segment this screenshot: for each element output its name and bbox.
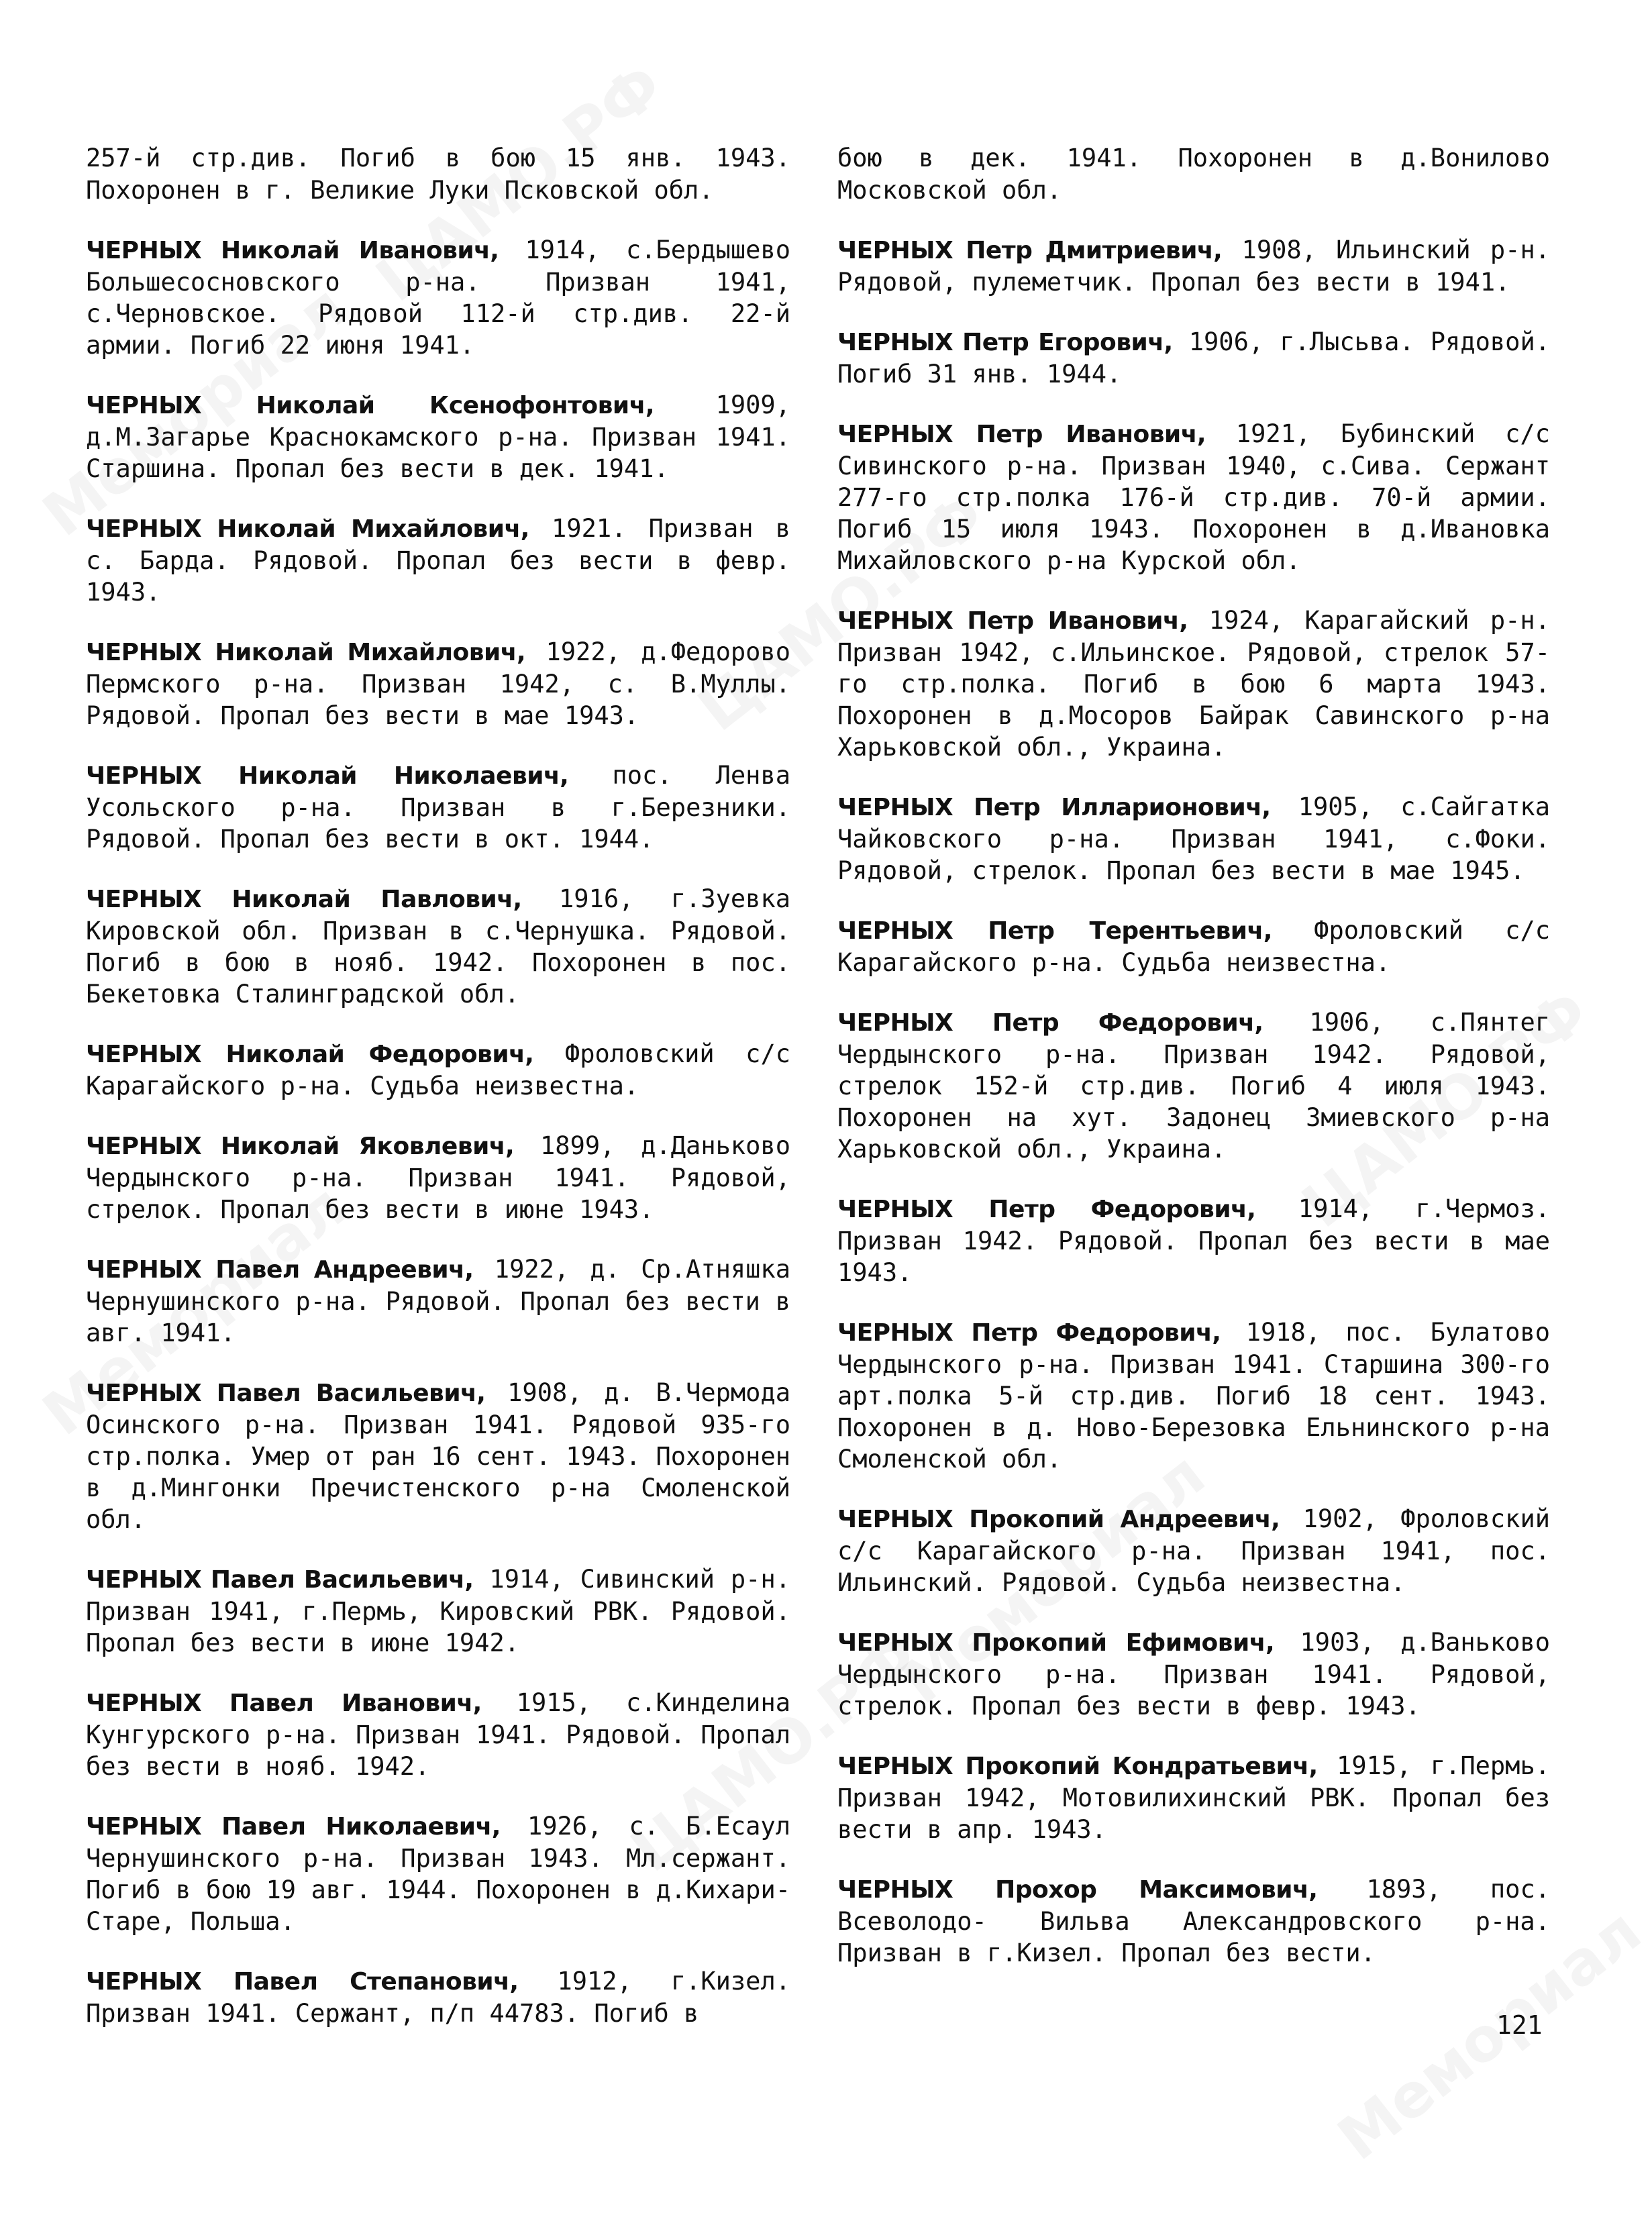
entry-text: 1903, д.Ваньково Чердынского р-на. Призван 1941. Рядовой, стрелок. Пропал без вести в февр. 1943. [837, 1628, 1550, 1720]
page-number: 121 [1496, 2010, 1543, 2040]
entry-text: 1906, с.Пянтег Чердынского р-на. Призван 1942. Рядовой, стрелок 152-й стр.див. Погиб 4 июля 1943. Похоронен на хут. Задонец Змиевского р-на Харьковской обл., Украина. [837, 1008, 1550, 1164]
entry-text: 1908, Ильинский р-н. Рядовой, пулеметчик. Пропал без вести в 1941. [837, 236, 1550, 297]
entry-name: ЧЕРНЫХ Петр Федорович, [837, 1196, 1256, 1223]
entry-name: ЧЕРНЫХ Прохор Максимович, [837, 1876, 1318, 1904]
entry [837, 234, 1550, 298]
entry [86, 234, 790, 361]
entry-name: ЧЕРНЫХ Николай Михайлович, [86, 639, 526, 666]
entry-text: 1906, г.Лысьва. Рядовой. Погиб 31 янв. 1944. [837, 327, 1550, 389]
entry-text: бою в дек. 1941. Похоронен в д.Вонилово Московской обл. [837, 144, 1550, 205]
entry-name: ЧЕРНЫХ Прокопий Андреевич, [837, 1506, 1280, 1533]
entry-text: 1916, г.Зуевка Кировской обл. Призван в с.Чернушка. Рядовой. Погиб в бою в нояб. 1942. Похоронен в пос. Бекетовка Сталинградской обл. [86, 884, 790, 1009]
entry [837, 326, 1550, 390]
entry-text: 257-й стр.див. Погиб в бою 15 янв. 1943. Похоронен в г. Великие Луки Псковской обл. [86, 144, 790, 205]
entry-name: ЧЕРНЫХ Прокопий Кондратьевич, [837, 1753, 1318, 1780]
entry [837, 418, 1550, 576]
entry [86, 760, 790, 855]
entry-name: ЧЕРНЫХ Петр Иванович, [837, 607, 1188, 635]
entry [837, 605, 1550, 763]
entry-text: 1899, д.Даньково Чердынского р-на. Призван 1941. Рядовой, стрелок. Пропал без вести в июне 1943. [86, 1131, 790, 1224]
entry-text: 1914, с.Бердышево Большесосновского р-на. Призван 1941, с.Черновское. Рядовой 112-й стр.див. 22-й армии. Погиб 22 июня 1941. [86, 236, 790, 360]
entry-name: ЧЕРНЫХ Николай Яковлевич, [86, 1133, 515, 1160]
entry [837, 915, 1550, 978]
entry [86, 1130, 790, 1225]
entry-text: Фроловский с/с Карагайского р-на. Судьба неизвестна. [837, 916, 1550, 977]
entry-name: ЧЕРНЫХ Петр Терентьевич, [837, 917, 1272, 945]
entry-text: 1905, с.Сайгатка Чайковского р-на. Призван 1941, с.Фоки. Рядовой, стрелок. Пропал без вести в мае 1945. [837, 792, 1550, 885]
entry-name: ЧЕРНЫХ Прокопий Ефимович, [837, 1629, 1275, 1657]
entry [86, 636, 790, 731]
entry-text: пос. Ленва Усольского р-на. Призван в г.Березники. Рядовой. Пропал без вести в окт. 1944. [86, 761, 790, 854]
left-column [86, 142, 790, 2057]
entry [86, 1377, 790, 1535]
entry-name: ЧЕРНЫХ Петр Федорович, [837, 1009, 1263, 1037]
entry-text: Фроловский с/с Карагайского р-на. Судьба неизвестна. [86, 1039, 790, 1100]
entry-name: ЧЕРНЫХ Николай Николаевич, [86, 762, 569, 790]
entry [837, 1750, 1550, 1845]
entry-name: ЧЕРНЫХ Павел Николаевич, [86, 1813, 501, 1841]
entry-name: ЧЕРНЫХ Петр Егорович, [837, 329, 1173, 356]
entry [86, 1038, 790, 1102]
entry-name: ЧЕРНЫХ Павел Васильевич, [86, 1566, 474, 1594]
entry-text: 1915, г.Пермь. Призван 1942, Мотовилихинский РВК. Пропал без вести в апр. 1943. [837, 1751, 1550, 1844]
entry-text: 1921. Призван в с. Барда. Рядовой. Пропал без вести в февр. 1943. [86, 514, 790, 607]
entry [837, 1007, 1550, 1165]
entry-name: ЧЕРНЫХ Павел Степанович, [86, 1968, 519, 1996]
right-column [837, 142, 1550, 1997]
entry [86, 389, 790, 484]
entry [837, 142, 1550, 206]
entry-name: ЧЕРНЫХ Петр Иванович, [837, 421, 1206, 448]
entry-name: ЧЕРНЫХ Николай Федорович, [86, 1041, 534, 1068]
entry-name: ЧЕРНЫХ Петр Федорович, [837, 1319, 1221, 1347]
entry [86, 1810, 790, 1937]
entry-name: ЧЕРНЫХ Павел Иванович, [86, 1690, 482, 1717]
entry-text: 1915, с.Кинделина Кунгурского р-на. Призван 1941. Рядовой. Пропал без вести в нояб. 1942. [86, 1688, 791, 1781]
entry [86, 1253, 790, 1349]
entry-text: 1918, пос. Булатово Чердынского р-на. Призван 1941. Старшина 300-го арт.полка 5-й стр.див. Погиб 18 сент. 1943. Похоронен в д. Ново-Березовка Ельнинского р-на Смоленской обл. [837, 1318, 1550, 1474]
entry-name: ЧЕРНЫХ Николай Ксенофонтович, [86, 392, 654, 419]
entry [837, 1503, 1550, 1598]
entry-text: 1909, д.М.Загарье Краснокамского р-на. Призван 1941. Старшина. Пропал без вести в дек. 1941. [86, 391, 790, 483]
entry-name: ЧЕРНЫХ Николай Михайлович, [86, 515, 529, 543]
entry-text: 1924, Карагайский р-н. Призван 1942, с.Ильинское. Рядовой, стрелок 57-го стр.полка. Погиб в бою 6 марта 1943. Похоронен в д.Мосоров Байрак Савинского р-на Харьковской обл., Украина. [837, 606, 1550, 762]
entry-text: 1902, Фроловский с/с Карагайского р-на. Призван 1941, пос. Ильинский. Рядовой. Судьба неизвестна. [837, 1504, 1550, 1597]
entry [86, 1965, 790, 2029]
entry [837, 1193, 1550, 1288]
entry-name: ЧЕРНЫХ Николай Павлович, [86, 886, 522, 913]
entry-name: ЧЕРНЫХ Петр Илларионович, [837, 794, 1271, 821]
entry-text: 1908, д. В.Чермода Осинского р-на. Призван 1941. Рядовой 935-го стр.полка. Умер от ран 16 сент. 1943. Похоронен в д.Мингонки Пречистенского р-на Смоленской обл. [86, 1378, 791, 1534]
entry-name: ЧЕРНЫХ Павел Андреевич, [86, 1256, 474, 1284]
entry-text: 1922, д. Ср.Атняшка Чернушинского р-на. Рядовой. Пропал без вести в авг. 1941. [86, 1255, 790, 1347]
entry-name: ЧЕРНЫХ Николай Иванович, [86, 237, 499, 264]
entry [837, 791, 1550, 886]
entry [837, 1627, 1550, 1722]
entry-text: 1922, д.Федорово Пермского р-на. Призван 1942, с. В.Муллы. Рядовой. Пропал без вести в мае 1943. [86, 637, 790, 730]
entry [86, 883, 790, 1010]
entry [86, 1563, 790, 1659]
entry [837, 1873, 1550, 1969]
entry-name: ЧЕРНЫХ Петр Дмитриевич, [837, 237, 1223, 264]
entry [837, 1317, 1550, 1475]
entry [86, 513, 790, 608]
entry-text: 1893, пос. Всеволодо- Вильва Александровского р-на. Призван в г.Кизел. Пропал без вести. [837, 1875, 1550, 1967]
entry-text: 1914, г.Чермоз. Призван 1942. Рядовой. Пропал без вести в мае 1943. [837, 1194, 1550, 1287]
entry-text: 1914, Сивинский р-н. Призван 1941, г.Пермь, Кировский РВК. Рядовой. Пропал без вести в июне 1942. [86, 1565, 790, 1657]
entry-text: 1921, Бубинский с/с Сивинского р-на. Призван 1940, с.Сива. Сержант 277-го стр.полка 176-й стр.див. 70-й армии. Погиб 15 июля 1943. Похоронен в д.Ивановка Михайловского р-на Курской обл. [837, 419, 1550, 575]
entry-text: 1926, с. Б.Есаул Чернушинского р-на. Призван 1943. Мл.сержант. Погиб в бою 19 авг. 1944. Похоронен в д.Кихари-Старе, Польша. [86, 1812, 790, 1936]
entry-text: 1912, г.Кизел. Призван 1941. Сержант, п/п 44783. Погиб в [86, 1967, 790, 2028]
entry-name: ЧЕРНЫХ Павел Васильевич, [86, 1380, 486, 1407]
entry [86, 1687, 790, 1782]
entry [86, 142, 790, 206]
